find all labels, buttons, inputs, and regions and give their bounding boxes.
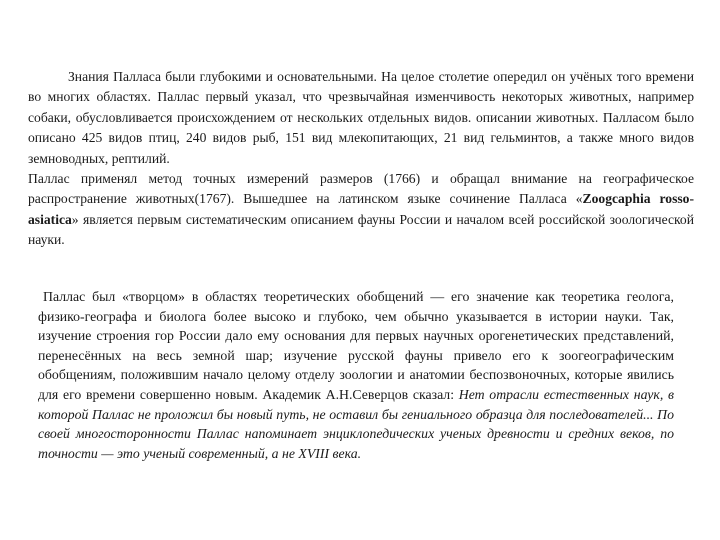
methods-text-start: Паллас применял метод точных измерений размеров (1766) и обращал внимание на географическое распространение животных(1767). Вышедшее на латинском языке сочинение Палласа «	[28, 171, 694, 207]
text-block-top	[28, 67, 694, 251]
theory-text: Паллас был «творцом» в областях теоретических обобщений — его значение как теоретика геолога, физико-географа и биолога более высоко и глубоко, чем обычно указывается в истории науки. Так, изучение строения гор России дало ему основания для первых научных орогенетических представлений, перенесённых на весь земной шар; изучение русской фауны привело его к зоогеографическим обобщениям, положившим начало целому отделу зоологии и анатомии беспозвоночных, которые явились для его времени совершенно новым. Академик А.Н.Северцов сказал:	[38, 289, 674, 402]
methods-text-end: » является первым систематическим описанием фауны России и началом всей российской зоологической науки.	[28, 211, 694, 248]
severtsov-quote: Нет отрасли естественных наук, в которой Паллас не проложил бы новый путь, не оставил бы гениального образца для последователей... По своей многосторонности Паллас напоминает энциклопедических ученых древности и средних веков, по точности — это ученый современный, а не XVIII века.	[38, 386, 674, 461]
paragraph-theory	[38, 287, 674, 463]
book-title: Zoogcaphia rosso-asiatica	[28, 191, 694, 227]
text-block-bottom	[38, 287, 674, 463]
paragraph-methods	[28, 169, 694, 251]
paragraph-knowledge: Знания Палласа были глубокими и основательными. На целое столетие опередил он учёных того времени во многих областях. Паллас первый указал, что чрезвычайная изменчивость некоторых животных, например собаки, обусловливается происхождением от нескольких отдельных видов. описании животных. Палласом было описано 425 видов птиц, 240 видов рыб, 151 вид млекопитающих, 21 вид гельминтов, а также много видов земноводных, рептилий.	[28, 69, 694, 166]
